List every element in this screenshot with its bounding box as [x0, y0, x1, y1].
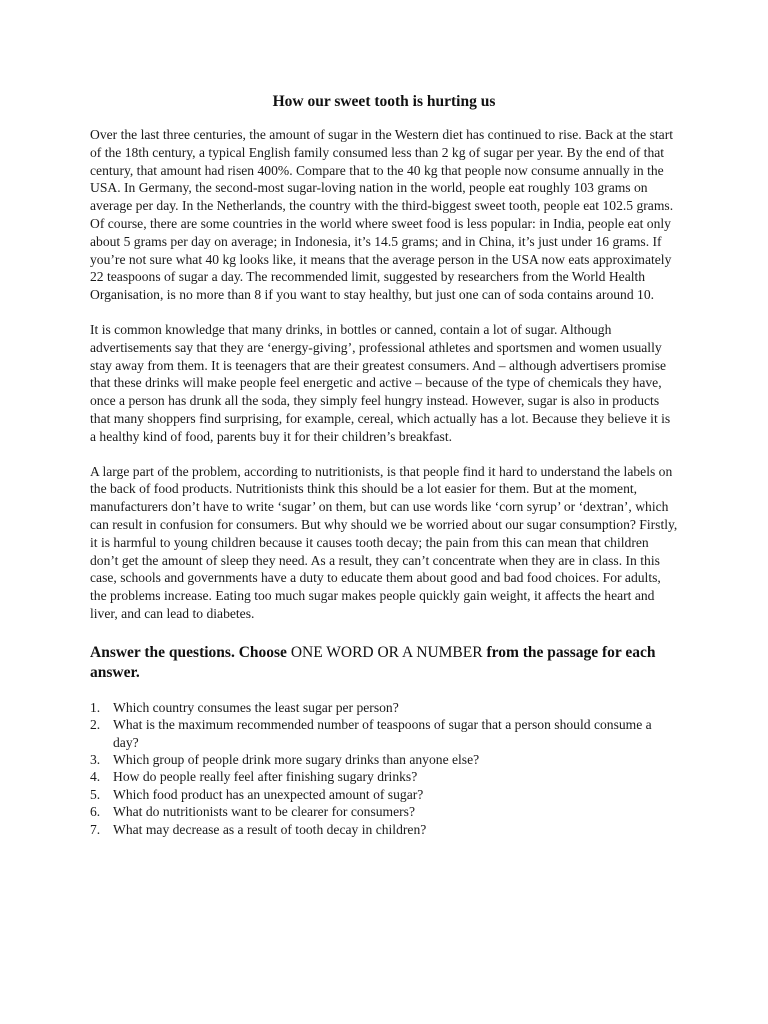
question-number: 6. [90, 804, 101, 820]
instructions-lead: Answer the questions. Choose [90, 643, 291, 661]
list-item [90, 803, 678, 820]
instructions-emphasis: ONE WORD OR A NUMBER [290, 643, 483, 661]
list-item [90, 699, 678, 716]
list-item [90, 768, 678, 785]
question-text: Which food product has an unexpected amount of sugar? [113, 786, 424, 802]
question-text: What is the maximum recommended number of teaspoons of sugar that a person should consume a day? [113, 717, 652, 750]
list-item [90, 716, 678, 751]
question-text: Which group of people drink more sugary drinks than anyone else? [113, 751, 480, 767]
document-title: How our sweet tooth is hurting us [272, 93, 496, 110]
paragraph-2: It is common knowledge that many drinks, in bottles or canned, contain a lot of sugar. Although advertisements say that they are ‘energy-giving’, professional athletes and sportsmen and women usually stay away from them. It is teenagers that are their greatest consumers. And – although advertisers promise that these drinks will make people feel energetic and active – because of the type of chemicals they have, once a person has drunk all the soda, they simply feel hungry instead. However, sugar is also in products that many shoppers find surprising, for example, cereal, which actually has a lot. Because they believe it is a healthy kind of food, parents buy it for their children’s breakfast. [90, 321, 671, 444]
question-number: 4. [90, 769, 101, 785]
question-number: 7. [90, 821, 101, 837]
question-number: 2. [90, 717, 101, 733]
document-page [90, 92, 678, 838]
paragraph-1: Over the last three centuries, the amount of sugar in the Western diet has continued to rise. Back at the start of the 18th century, a typical English family consumed less than 2 kg of sugar per year. By the end of that century, that amount had risen 400%. Compare that to the 40 kg that people now consume annually in the USA. In Germany, the second-most sugar-loving nation in the world, people eat roughly 103 grams on average per day. In the Netherlands, the country with the third-biggest sweet tooth, people eat 102.5 grams. Of course, there are some countries in the world where sweet food is less popular: in India, people eat only about 5 grams per day on average; in Indonesia, it’s 14.5 grams; and in China, it’s just under 16 grams. If you’re not sure what 40 kg looks like, it means that the average person in the USA now eats approximately 22 teaspoons of sugar a day. The recommended limit, suggested by researchers from the World Health Organisation, is no more than 8 if you want to stay healthy, but just one can of soda contains around 10. [90, 127, 674, 303]
list-item [90, 786, 678, 803]
question-text: What do nutritionists want to be clearer for consumers? [113, 804, 415, 820]
instructions-tail: from the passage for each answer. [90, 643, 656, 681]
list-item [90, 821, 678, 838]
question-instructions [90, 643, 678, 683]
question-number: 5. [90, 786, 101, 802]
paragraph-3: A large part of the problem, according to nutritionists, is that people find it hard to understand the labels on the back of food products. Nutritionists think this should be a lot easier for them. But at the moment, manufacturers don’t have to write ‘sugar’ on them, but can use words like ‘corn syrup’ or ‘dextran’, which can result in confusion for consumers. But why should we be worried about our sugar consumption? Firstly, it is harmful to young children because it causes tooth decay; the pain from this can mean that children don’t get the amount of sleep they need. As a result, they can’t concentrate when they are in class. In this case, schools and governments have a duty to educate them about good and bad food choices. For adults, the problems increase. Eating too much sugar makes people quickly gain weight, it affects the heart and liver, and can lead to diabetes. [90, 463, 678, 621]
question-text: Which country consumes the least sugar per person? [113, 699, 399, 715]
question-text: How do people really feel after finishing sugary drinks? [113, 769, 418, 785]
question-number: 1. [90, 699, 101, 715]
question-text: What may decrease as a result of tooth decay in children? [113, 821, 427, 837]
list-item [90, 751, 678, 768]
question-number: 3. [90, 751, 101, 767]
question-list [90, 699, 678, 838]
